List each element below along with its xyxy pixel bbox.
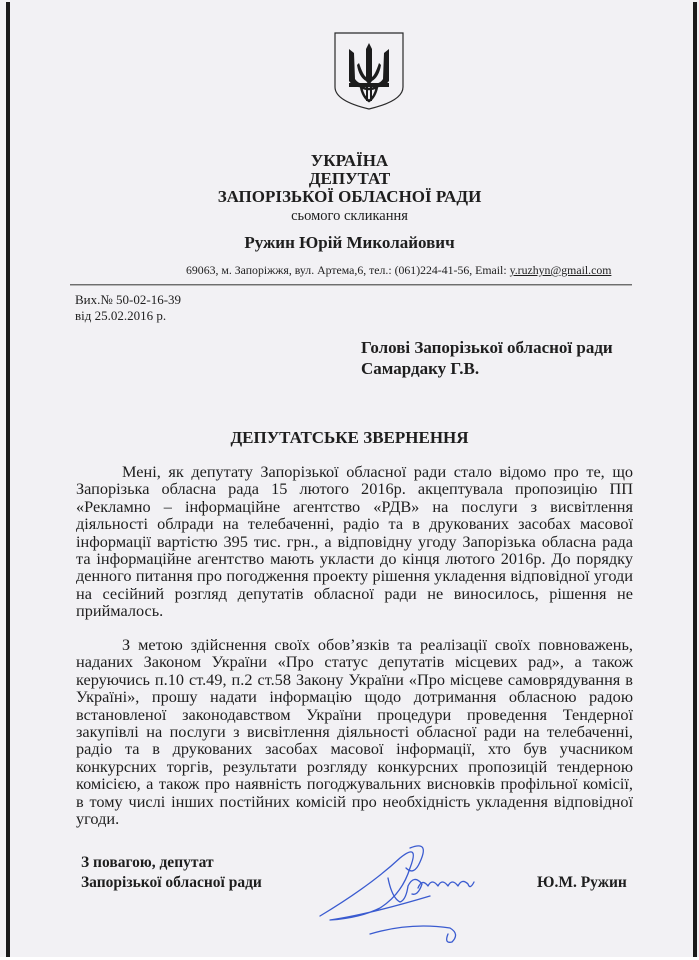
outgoing-reference	[75, 292, 181, 324]
body-paragraph-1	[76, 463, 633, 620]
document-title: ДЕПУТАТСЬКЕ ЗВЕРНЕННЯ	[230, 428, 469, 447]
signatory-name: Ю.М. Ружин	[537, 874, 627, 891]
header-country: УКРАЇНА	[310, 151, 389, 170]
body-paragraph-2	[76, 636, 633, 827]
closing-block	[81, 853, 262, 893]
reference-date: від 25.02.2016 р.	[75, 308, 167, 323]
addressee-name: Самардаку Г.В.	[361, 359, 480, 378]
header-divider	[70, 284, 632, 285]
closing-council: Запорізької обласної ради	[81, 874, 262, 891]
ukraine-coat-of-arms-icon	[333, 31, 405, 111]
closing-greeting: З повагою, депутат	[81, 854, 214, 871]
header-title: ДЕПУТАТ	[308, 169, 391, 188]
reference-number: Вих.№ 50-02-16-39	[75, 292, 182, 307]
email-link[interactable]: y.ruzhyn@gmail.com	[509, 263, 612, 277]
header-council: ЗАПОРІЗЬКОЇ ОБЛАСНОЇ РАДИ	[217, 187, 482, 206]
header-convocation: сьомого скликання	[291, 208, 408, 224]
contact-address: 69063, м. Запоріжжя, вул. Артема,6, тел.: (061)224-41-56, Email:	[186, 263, 510, 277]
paragraph-text: Мені, як депутату Запорізької обласної ради стало відомо про те, що Запорізька обласна рада 15 лютого 2016р. акцептувала пропозицію ПП «Рекламно – інформаційне агентство «РДВ» на послуги з висвітлення діяльності облради на телебаченні, радіо та в друкованих засобах масової інформації вартістю 395 тис. грн., а відповідну угоду Запорізька обласна рада та інформаційне агентство мають укласти до кінця лютого 2016р. До порядку денного питання про погодження проекту рішення укладення відповідної угоди на сесійний розгляд депутатів обласної ради не виносилось, рішення не приймалось.	[76, 462, 633, 621]
signature-icon	[310, 838, 510, 948]
addressee-position: Голові Запорізької обласної ради	[361, 338, 613, 357]
paragraph-text: З метою здійснення своїх обов’язків та реалізації своїх повноважень, наданих Законом України «Про статус депутатів місцевих рад», а також керуючись п.10 ст.49, п.2 ст.58 Закону України «Про місцеве самоврядування в Україні», прошу надати інформацію щодо дотримання обласною радою встановленої законодавством України процедури проведення Тендерної закупівлі на послуги з висвітлення діяльності обласної ради на телебаченні, радіо та в друкованих засобах масової інформації, хто був учасником конкурсних торгів, результати розгляду конкурсних пропозицій тендерною комісією, а також про наявність погоджувальних висновків профільної комісії, в тому числі інших постійних комісій про необхідність укладення відповідної угоди.	[76, 635, 633, 829]
addressee	[361, 337, 613, 379]
deputy-name: Ружин Юрій Миколайович	[244, 233, 455, 252]
contact-line	[186, 263, 611, 277]
scan-edge-left	[6, 2, 10, 958]
scan-edge-right	[693, 2, 697, 958]
